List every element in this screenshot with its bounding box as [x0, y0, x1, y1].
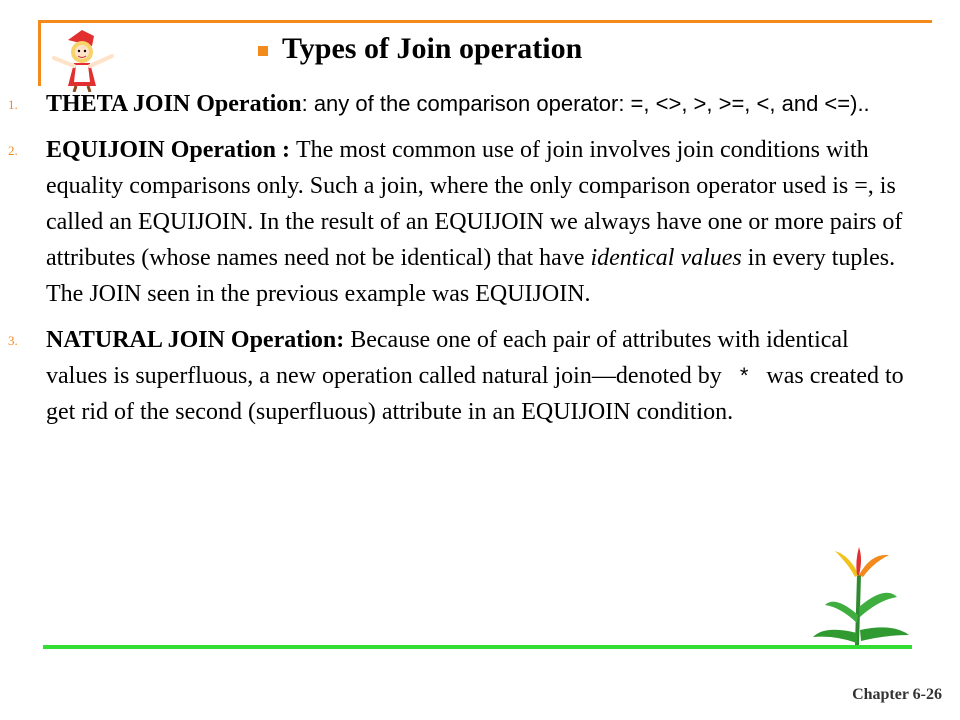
item-number: 3. — [8, 333, 18, 348]
item-number: 2. — [8, 143, 18, 158]
cartoon-girl-image — [48, 30, 120, 92]
list-item-natural-join — [8, 322, 908, 430]
item-text-part-a: The most common use of join involves join conditions with equality comparisons only. Such a join, where the only comparison operator used is =, is called an EQUIJOIN. In the result of an EQUIJOIN we always have one or more pairs of attributes (whose names need not be identical) that have — [46, 137, 903, 271]
bottom-frame-rule — [43, 645, 912, 649]
square-bullet-icon — [258, 46, 268, 56]
item-text-part-a: Because one of each pair of attributes with identical values is superfluous, a new operation called natural join—denoted by — [46, 327, 849, 389]
top-frame-rule — [38, 20, 932, 23]
list-item-theta-join — [8, 86, 908, 122]
join-types-list — [8, 86, 908, 440]
item-term: NATURAL JOIN Operation: — [46, 327, 351, 353]
title-row — [258, 32, 582, 66]
natural-join-symbol: * — [739, 363, 749, 388]
slide-title: Types of Join operation — [282, 32, 583, 65]
left-frame-rule — [38, 20, 41, 86]
chapter-page-number: Chapter 6-26 — [852, 686, 942, 703]
item-term: THETA JOIN Operation — [46, 91, 302, 117]
item-term: EQUIJOIN Operation : — [46, 137, 297, 163]
item-text-part-b: in every tuples. The JOIN seen in the previous example was EQUIJOIN. — [46, 245, 896, 307]
list-item-equijoin — [8, 132, 908, 312]
item-text-part-b: was created to get rid of the second (superfluous) attribute in an EQUIJOIN condition. — [46, 363, 904, 425]
flower-image — [805, 545, 917, 645]
item-text: : any of the comparison operator: =, <>, >, >=, <, and <=).. — [301, 91, 870, 116]
item-number: 1. — [8, 97, 18, 112]
item-text-italic: identical values — [590, 245, 742, 271]
